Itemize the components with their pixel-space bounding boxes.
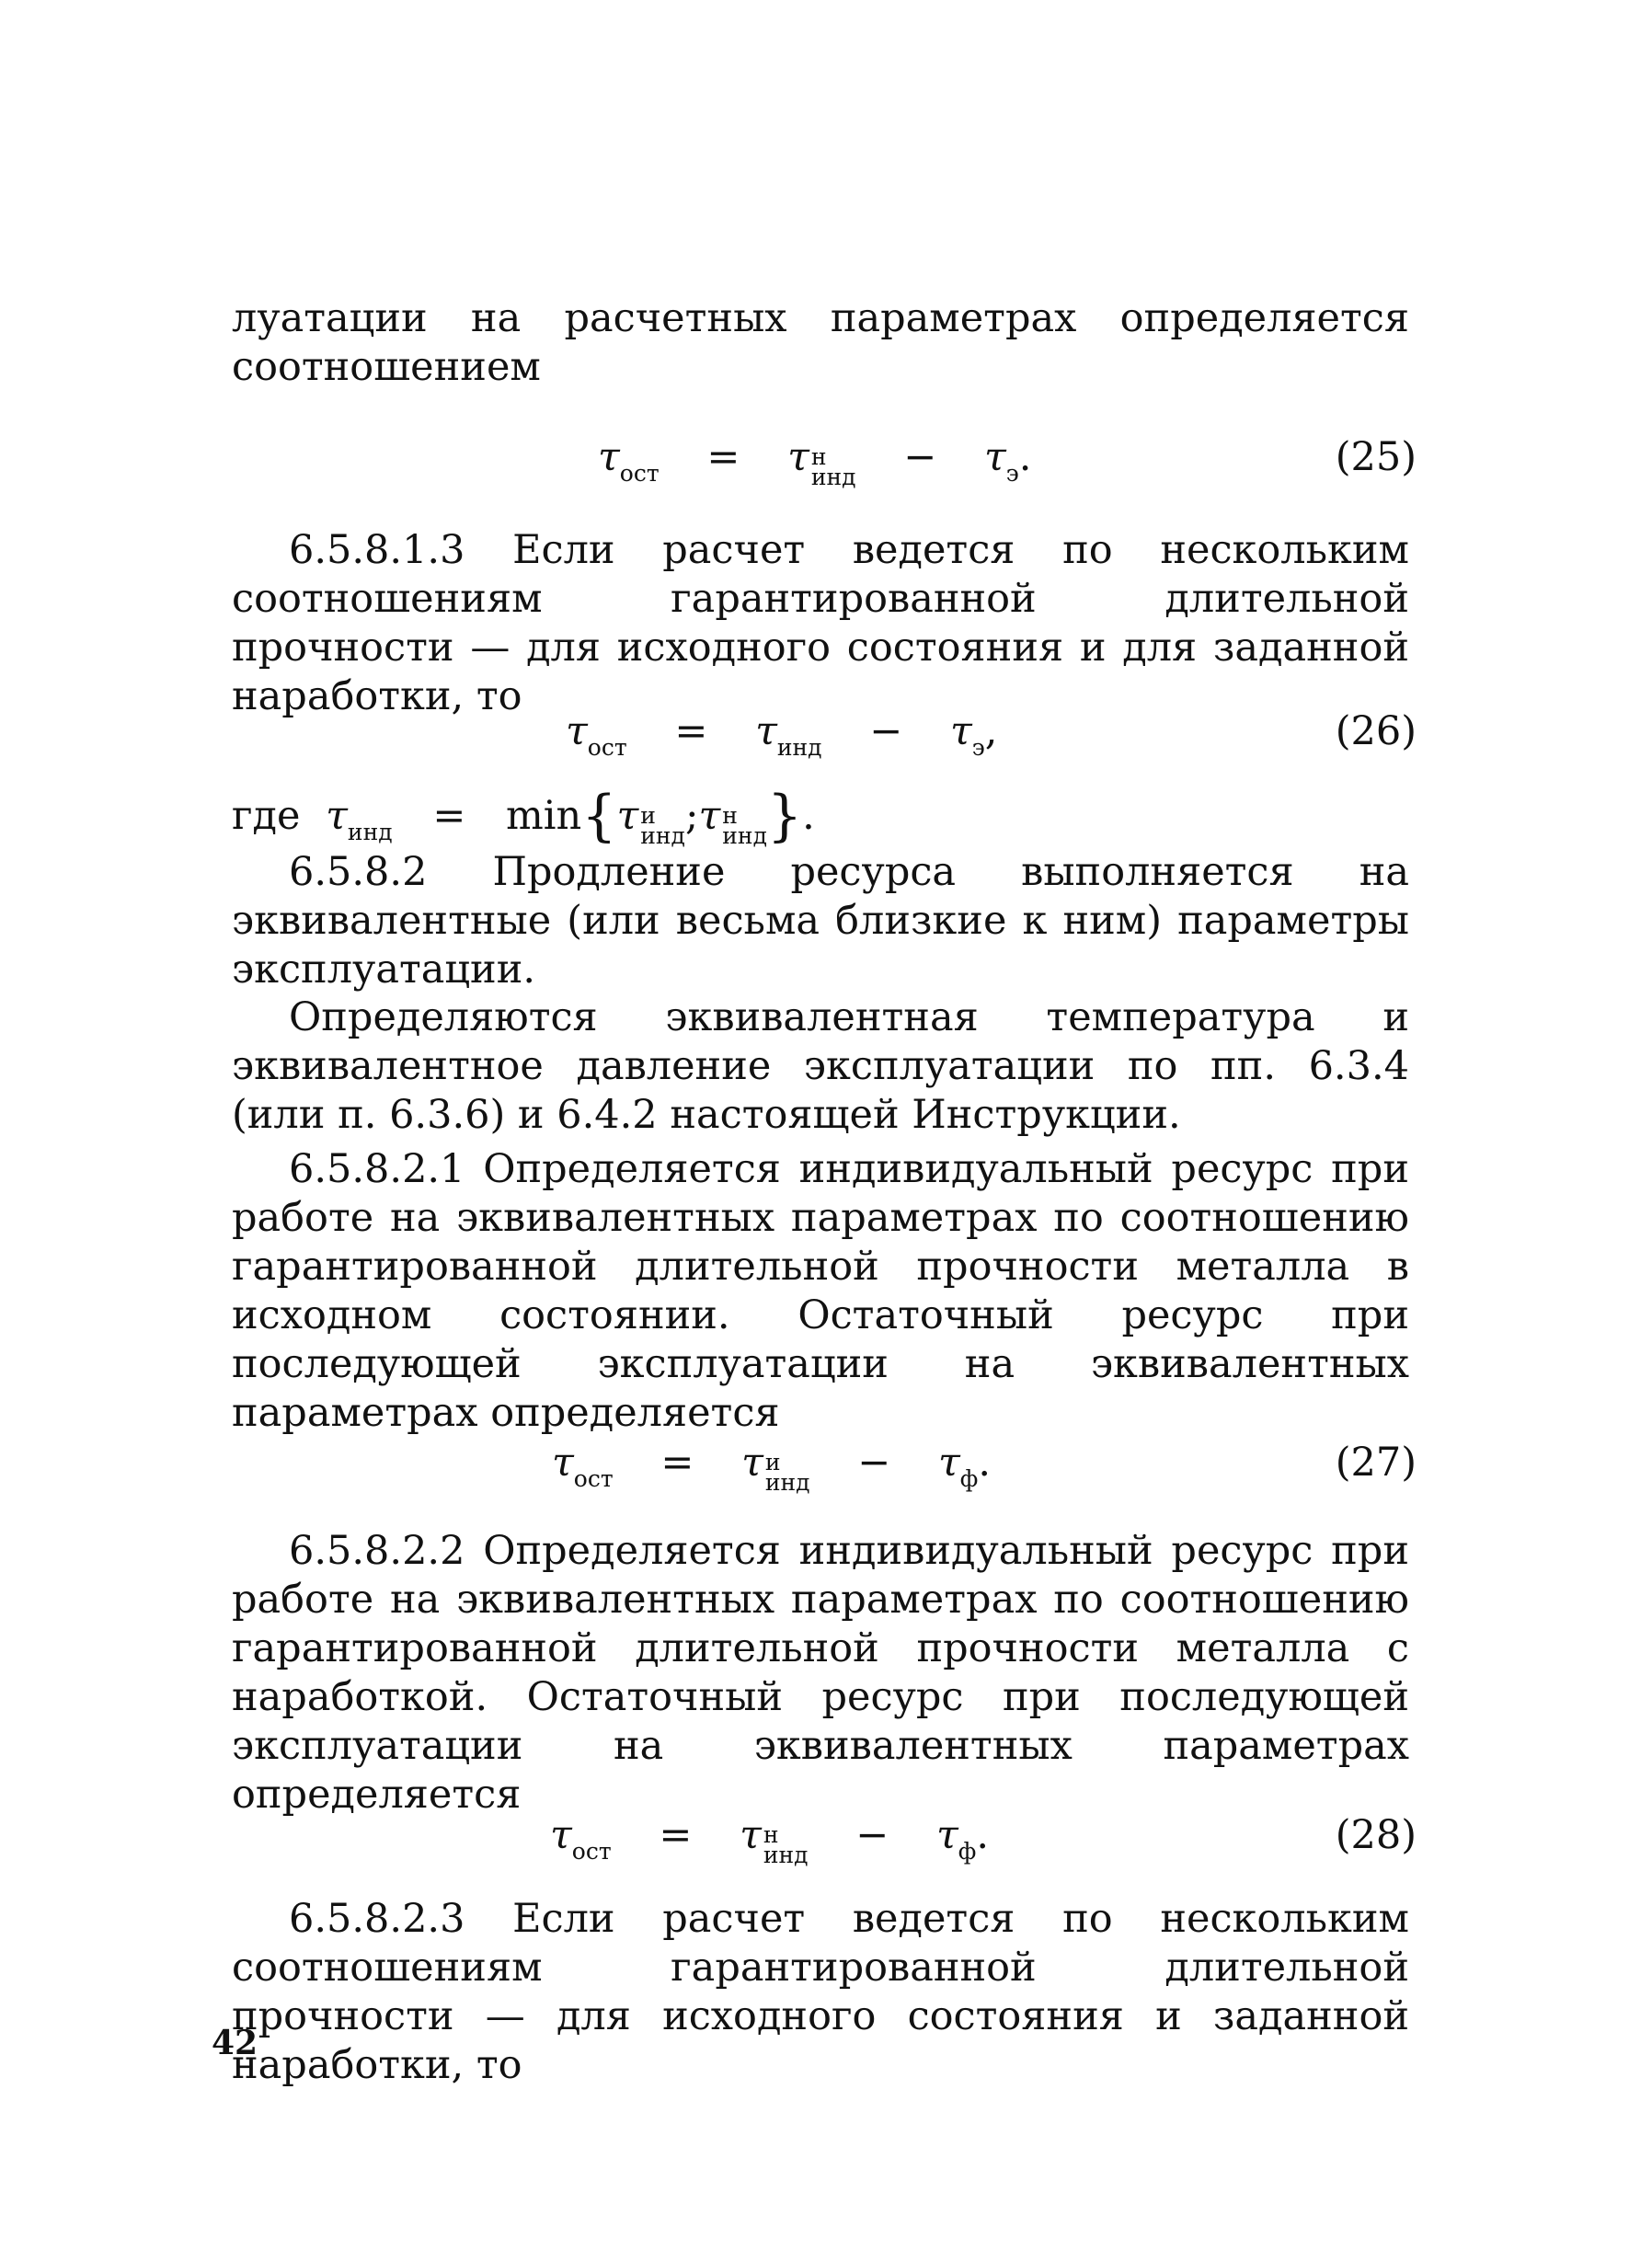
formula-symbol: τ <box>740 1812 762 1858</box>
formula-symbol: τ <box>755 708 777 754</box>
formula-symbol: τ <box>566 708 588 754</box>
page-number: 42 <box>212 2024 258 2062</box>
formula-symbol: τ <box>598 434 620 480</box>
paragraph: 6.5.8.2.1 Определяется индивидуальный ресурс при работе на эквивалентных параметрах по соотношению гарантированной длительной прочности металла в исходном состоянии. Остаточный ресурс при последующей эксплуатации на эквивалентных параметрах определяется <box>232 1146 1409 1436</box>
formula-punctuation: . <box>976 1812 989 1858</box>
formula-number: (27) <box>1335 1440 1417 1486</box>
paragraph: луатации на расчетных параметрах определяется соотношением <box>232 295 1409 390</box>
where-prefix: где <box>232 793 301 839</box>
formula-indices: н инд <box>722 802 767 849</box>
paragraph: 6.5.8.1.3 Если расчет ведется по нескольким соотношениям гарантированной длительной прочности — для исходного состояния и для заданной наработки, то <box>232 527 1409 719</box>
left-brace: { <box>581 784 617 848</box>
formula-number: (25) <box>1335 434 1417 480</box>
formula-subscript: инд <box>347 819 393 845</box>
formula-subscript: ост <box>573 1465 614 1492</box>
paragraph: 6.5.8.2.3 Если расчет ведется по нескольким соотношениям гарантированной длительной прочности — для исходного состояния и заданной наработки, то <box>232 1896 1409 2088</box>
formula-subscript: ф <box>958 1838 977 1865</box>
formula-indices: н инд <box>810 443 856 490</box>
formula-operator: = <box>659 1812 693 1858</box>
formula-subscript: ост <box>587 734 627 761</box>
formula-operator: − <box>869 708 903 754</box>
formula-subscript: э <box>1005 460 1019 487</box>
paragraph: 6.5.8.2 Продление ресурса выполняется на эквивалентные (или весьма близкие к ним) параметры эксплуатации. <box>232 849 1409 993</box>
formula-subscript: инд <box>776 734 822 761</box>
formula-punctuation: . <box>978 1440 991 1486</box>
formula-symbol: τ <box>550 1812 572 1858</box>
formula-indices: и инд <box>640 802 685 849</box>
formula-indices: н инд <box>763 1821 809 1868</box>
formula-symbol: τ <box>787 434 809 480</box>
formula-punctuation: , <box>984 708 998 754</box>
min-function: min <box>506 793 582 839</box>
formula-operator: = <box>660 1440 694 1486</box>
paragraph: Определяются эквивалентная температура и эквивалентное давление эксплуатации по пп. 6.3.4 (или п. 6.3.6) и 6.4.2 настоящей Инструкции. <box>232 994 1409 1138</box>
formula-symbol: τ <box>698 793 721 839</box>
formula-symbol: τ <box>937 1440 960 1486</box>
formula-operator: = <box>674 708 708 754</box>
formula-symbol: τ <box>741 1440 763 1486</box>
paragraph: 6.5.8.2.2 Определяется индивидуальный ресурс при работе на эквивалентных параметрах по соотношению гарантированной длительной прочности металла с наработкой. Остаточный ресурс при последующей эксплуатации на эквивалентных параметрах определяется <box>232 1528 1409 1818</box>
formula-symbol: τ <box>949 708 972 754</box>
formula-27 <box>0 1440 1652 1504</box>
formula-symbol: τ <box>326 793 348 839</box>
formula-punctuation: . <box>802 793 815 839</box>
formula-indices: и инд <box>764 1449 810 1496</box>
formula-symbol: τ <box>616 793 639 839</box>
formula-number: (26) <box>1335 708 1417 754</box>
formula-26 <box>0 708 1652 773</box>
formula-subscript: ост <box>571 1838 612 1865</box>
formula-operator: = <box>706 434 740 480</box>
formula-symbol: τ <box>983 434 1006 480</box>
formula-subscript: ф <box>959 1465 979 1492</box>
separator: ; <box>684 793 699 839</box>
right-brace: } <box>766 784 803 848</box>
formula-operator: − <box>855 1812 889 1858</box>
formula-operator: = <box>432 793 466 839</box>
formula-subscript: ост <box>619 460 660 487</box>
formula-symbol: τ <box>935 1812 958 1858</box>
formula-25 <box>0 434 1652 499</box>
formula-symbol: τ <box>552 1440 574 1486</box>
formula-number: (28) <box>1335 1812 1417 1858</box>
formula-operator: − <box>857 1440 891 1486</box>
formula-28 <box>0 1812 1652 1877</box>
where-definition <box>232 784 815 848</box>
formula-operator: − <box>903 434 937 480</box>
formula-punctuation: . <box>1018 434 1032 480</box>
formula-subscript: э <box>971 734 985 761</box>
